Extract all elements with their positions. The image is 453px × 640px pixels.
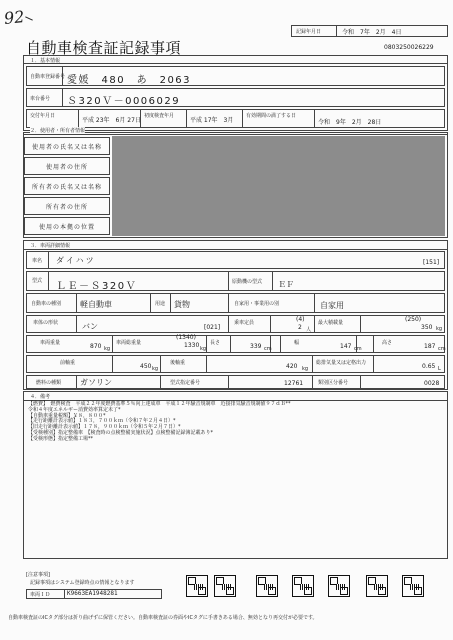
gross-weight-unit: kg [200,346,207,352]
owner-row-label: 所有者の氏名又は名称 [24,177,110,195]
owner-row-label: 使用の本拠の位置 [24,217,110,235]
capacity-unit: 人 [306,327,312,333]
issue-date: 平成 23年 6月 27日 [82,117,141,124]
qr-code-icon [186,575,208,597]
expiry-label: 有効期間の満了する日 [246,113,297,119]
type-cert-number: 12761 [284,380,304,387]
owner-row-label: 所有者の住所 [24,197,110,215]
type-cert-label: 型式指定番号 [170,380,201,386]
gross-weight: 1330 [184,342,200,349]
width-unit: cm [354,346,362,352]
height-unit: cm [438,346,446,352]
displacement-unit: L [438,366,441,372]
body-label: 車体の形状 [33,320,59,326]
displacement: 0.65 [422,363,436,370]
remark-line: 【自動車重量税額】￥８，８００* [28,412,106,419]
registration-number: 愛媛 480 あ 2063 [67,75,192,86]
kind-label: 自動車の種別 [31,301,62,307]
remark-line: 【旧走行距離計表示値】１７８，９００ｋｍ（令和５年２月７日）* [28,424,181,430]
section-heading-owner: ２．使用者・所有者情報 [30,128,86,134]
fuel-label: 燃料の種類 [36,380,62,386]
record-date-label: 記録年月日 [296,29,322,35]
expiry-date: 令和 9年 2月 28日 [318,119,382,126]
engine-label: 原動機の型式 [232,279,263,285]
maxload-top: (250) [405,316,422,323]
length-label: 長さ [210,340,221,346]
chassis-label: 車台番号 [30,96,51,102]
remark-line: 【受検形態】指定整備工場** [28,435,94,442]
length: 339 [250,343,262,350]
maxload-label: 最大積載量 [318,320,344,326]
remark-line: 令和４年度エネルギー消費効率算定未了* [28,406,121,413]
qr-code-icon [328,575,350,597]
qr-code-icon [402,575,424,597]
maker-label: 車名 [32,258,43,264]
first-registration: 平成 17年 3月 [190,117,234,124]
section-heading-remarks: ４．備考 [30,394,51,400]
category-number: 0028 [424,380,440,387]
section-heading-vehicle: ３．車両詳細情報 [30,243,71,249]
remark-line: 【燃費】 燃費検査 平成２２年度燃費基準５％向上達成車 平成１２年騒音規制車 近接排気騒音規制値９７ｄＢ** [28,401,291,407]
height-label: 高さ [382,340,393,346]
remark-line: 【受検種別】指定整備車 【検査時の点検整備実施状況】点検整備記録簿記載あり* [28,429,214,436]
page-title: 自動車検査証記録事項 [26,39,182,57]
rear-axle-label: 後軸重 [170,360,186,366]
notice-title: [注意事項] [26,572,50,578]
body-code: [021] [204,324,221,331]
qr-code-icon [256,575,278,597]
maker: ダイハツ [56,256,96,265]
category-label: 類別区分番号 [318,380,349,386]
owner-row-label: 使用者の住所 [24,157,110,175]
gross-weight-top: (1340) [176,334,196,341]
qr-code-icon [366,575,388,597]
capacity-top: (4) [296,316,305,323]
qr-code-icon [292,575,314,597]
owner-row-label: 使用者の氏名又は名称 [24,137,110,155]
handwritten-mark: 92 [3,6,26,29]
document-number: 0803250026229 [384,44,434,51]
maxload: 350 [421,324,433,331]
displacement-label: 総排気量又は定格出力 [316,360,367,366]
weight-unit: kg [104,346,111,352]
capacity: 2 [298,324,302,331]
vehicle-kind: 軽自動車 [80,300,112,309]
redaction-block [112,136,445,236]
vehicle-weight: 870 [90,343,102,350]
reg-no-label: 自動車登録番号 [30,74,66,80]
issue-date-label: 交付年月日 [30,113,56,119]
fuel-type: ガソリン [80,378,112,387]
record-date: 令和 7年 2月 4日 [342,29,402,36]
length-unit: cm [264,346,272,352]
remarks-list [28,402,444,442]
gross-weight-label: 車両総重量 [116,340,142,346]
private-use: 自家用 [320,301,344,310]
qr-code-icon [214,575,236,597]
maker-code: [151] [423,259,440,266]
use-label: 用途 [155,301,166,307]
notice-text: 記録事項はシステム登録時点の情報となります [30,580,135,586]
chassis-number: Ｓ320Ｖ－0006029 [67,96,181,107]
maxload-unit: kg [436,326,443,332]
handwritten-stroke-icon [25,16,33,20]
body-shape: バン [82,322,98,331]
weight-label: 車両重量 [40,340,61,346]
private-label: 自家用・事業用の別 [234,301,280,307]
remark-line: 【走行距離計表示値】１８３，７００ｋｍ（令和７年２月４日）* [28,418,176,425]
footer-notice: 自動車検査証のICタグ部分は折り曲げずに保管ください。自動車検査証の券面やICタグに手書きある場合、無効となり再交付が必要です。 [8,615,318,621]
engine-model: ＥＦ [278,280,294,289]
first-registration-label: 初度検査年月 [144,113,175,119]
model: ＬＥ－Ｓ320Ｖ [56,281,138,292]
model-label: 型式 [32,278,43,284]
section-heading-basic: １．基本情報 [30,58,61,64]
front-axle: 450 [140,363,152,370]
vehicle-id: K9663EA1948281 [67,590,118,597]
width-label: 幅 [294,340,300,346]
capacity-label: 乗車定員 [234,320,255,326]
rear-axle: 420 [286,363,298,370]
vehicle-id-label: 車両ＩＤ [30,592,51,598]
width: 147 [340,343,352,350]
rear-axle-unit: kg [302,366,309,372]
front-axle-unit: kg [152,366,159,372]
vehicle-use: 貨物 [174,300,190,309]
height: 187 [424,343,436,350]
front-axle-label: 前軸重 [60,360,76,366]
